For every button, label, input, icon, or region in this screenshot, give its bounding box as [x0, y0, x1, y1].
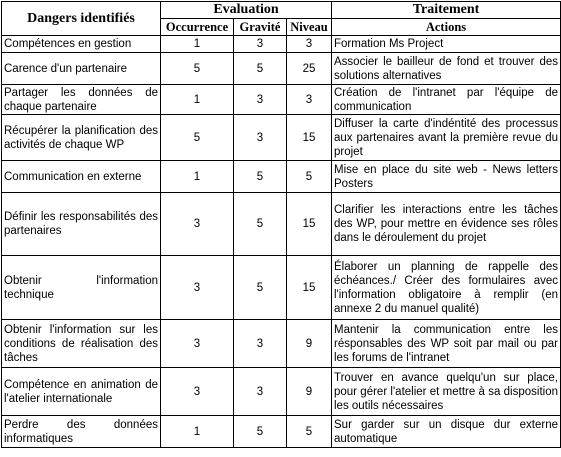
gravite-cell: 3: [234, 368, 287, 416]
table-row: [2, 161, 561, 193]
gravite-cell: 5: [234, 416, 287, 448]
header-traitement: Traitement: [332, 2, 561, 19]
danger-cell: Carence d'un partenaire: [2, 53, 161, 85]
occurrence-cell: 3: [161, 368, 234, 416]
gravite-cell: 5: [234, 53, 287, 85]
danger-cell: Communication en externe: [2, 161, 161, 193]
niveau-cell: 5: [287, 161, 332, 193]
occurrence-cell: 3: [161, 256, 234, 320]
action-cell: Mantenir la communication entre les résponsables des WP soit par mail ou par les forums de l'intranet: [332, 320, 561, 368]
action-cell: Trouver en avance quelqu'un sur place, pour gérer l'atelier et mettre à sa disposition les outils nécessaires: [332, 368, 561, 416]
niveau-cell: 9: [287, 368, 332, 416]
gravite-cell: 5: [234, 256, 287, 320]
table-row: [2, 368, 561, 416]
gravite-cell: 3: [234, 320, 287, 368]
danger-cell: Définir les responsabilités des partenaires: [2, 193, 161, 256]
niveau-cell: 3: [287, 36, 332, 53]
header-niveau: Niveau: [287, 19, 332, 36]
action-cell: Diffuser la carte d'indéntité des processus aux partenaires avant la première revue du projet: [332, 115, 561, 161]
occurrence-cell: 3: [161, 320, 234, 368]
header-actions: Actions: [332, 19, 561, 36]
niveau-cell: 25: [287, 53, 332, 85]
gravite-cell: 3: [234, 115, 287, 161]
header-dangers: Dangers identifiés: [2, 2, 161, 36]
niveau-cell: 9: [287, 320, 332, 368]
table-row: [2, 115, 561, 161]
action-cell: Formation Ms Project: [332, 36, 561, 53]
niveau-cell: 15: [287, 115, 332, 161]
niveau-cell: 15: [287, 193, 332, 256]
danger-cell: Récupérer la planification des activités de chaque WP: [2, 115, 161, 161]
risk-table: [1, 1, 561, 448]
gravite-cell: 3: [234, 85, 287, 115]
danger-cell: Obtenir l'information technique: [2, 256, 161, 320]
occurrence-cell: 1: [161, 161, 234, 193]
table-row: [2, 320, 561, 368]
gravite-cell: 5: [234, 193, 287, 256]
table-row: [2, 85, 561, 115]
occurrence-cell: 1: [161, 85, 234, 115]
table-row: [2, 256, 561, 320]
occurrence-cell: 5: [161, 115, 234, 161]
action-cell: Clarifier les interactions entre les tâches des WP, pour mettre en évidence ses rôles dans le déroulement du projet: [332, 193, 561, 256]
header-evaluation: Evaluation: [161, 2, 332, 19]
action-cell: Sur garder sur un disque dur externe automatique: [332, 416, 561, 448]
occurrence-cell: 3: [161, 193, 234, 256]
table-row: [2, 416, 561, 448]
header-occurrence: Occurrence: [161, 19, 234, 36]
action-cell: Associer le bailleur de fond et trouver des solutions alternatives: [332, 53, 561, 85]
action-cell: Élaborer un planning de rappelle des échéances./ Créer des formulaires avec l'information obligatoire à remplir (en annexe 2 du manuel qualité): [332, 256, 561, 320]
action-cell: Mise en place du site web - News letters Posters: [332, 161, 561, 193]
danger-cell: Perdre des données informatiques: [2, 416, 161, 448]
occurrence-cell: 5: [161, 53, 234, 85]
header-gravite: Gravité: [234, 19, 287, 36]
danger-cell: Partager les données de chaque partenaire: [2, 85, 161, 115]
occurrence-cell: 1: [161, 416, 234, 448]
gravite-cell: 3: [234, 36, 287, 53]
gravite-cell: 5: [234, 161, 287, 193]
action-cell: Création de l'intranet par l'équipe de communication: [332, 85, 561, 115]
danger-cell: Obtenir l'information sur les conditions de réalisation des tâches: [2, 320, 161, 368]
table-row: [2, 193, 561, 256]
table-row: [2, 36, 561, 53]
danger-cell: Compétence en animation de l'atelier internationale: [2, 368, 161, 416]
niveau-cell: 3: [287, 85, 332, 115]
occurrence-cell: 1: [161, 36, 234, 53]
danger-cell: Compétences en gestion: [2, 36, 161, 53]
table-row: [2, 53, 561, 85]
niveau-cell: 15: [287, 256, 332, 320]
niveau-cell: 5: [287, 416, 332, 448]
